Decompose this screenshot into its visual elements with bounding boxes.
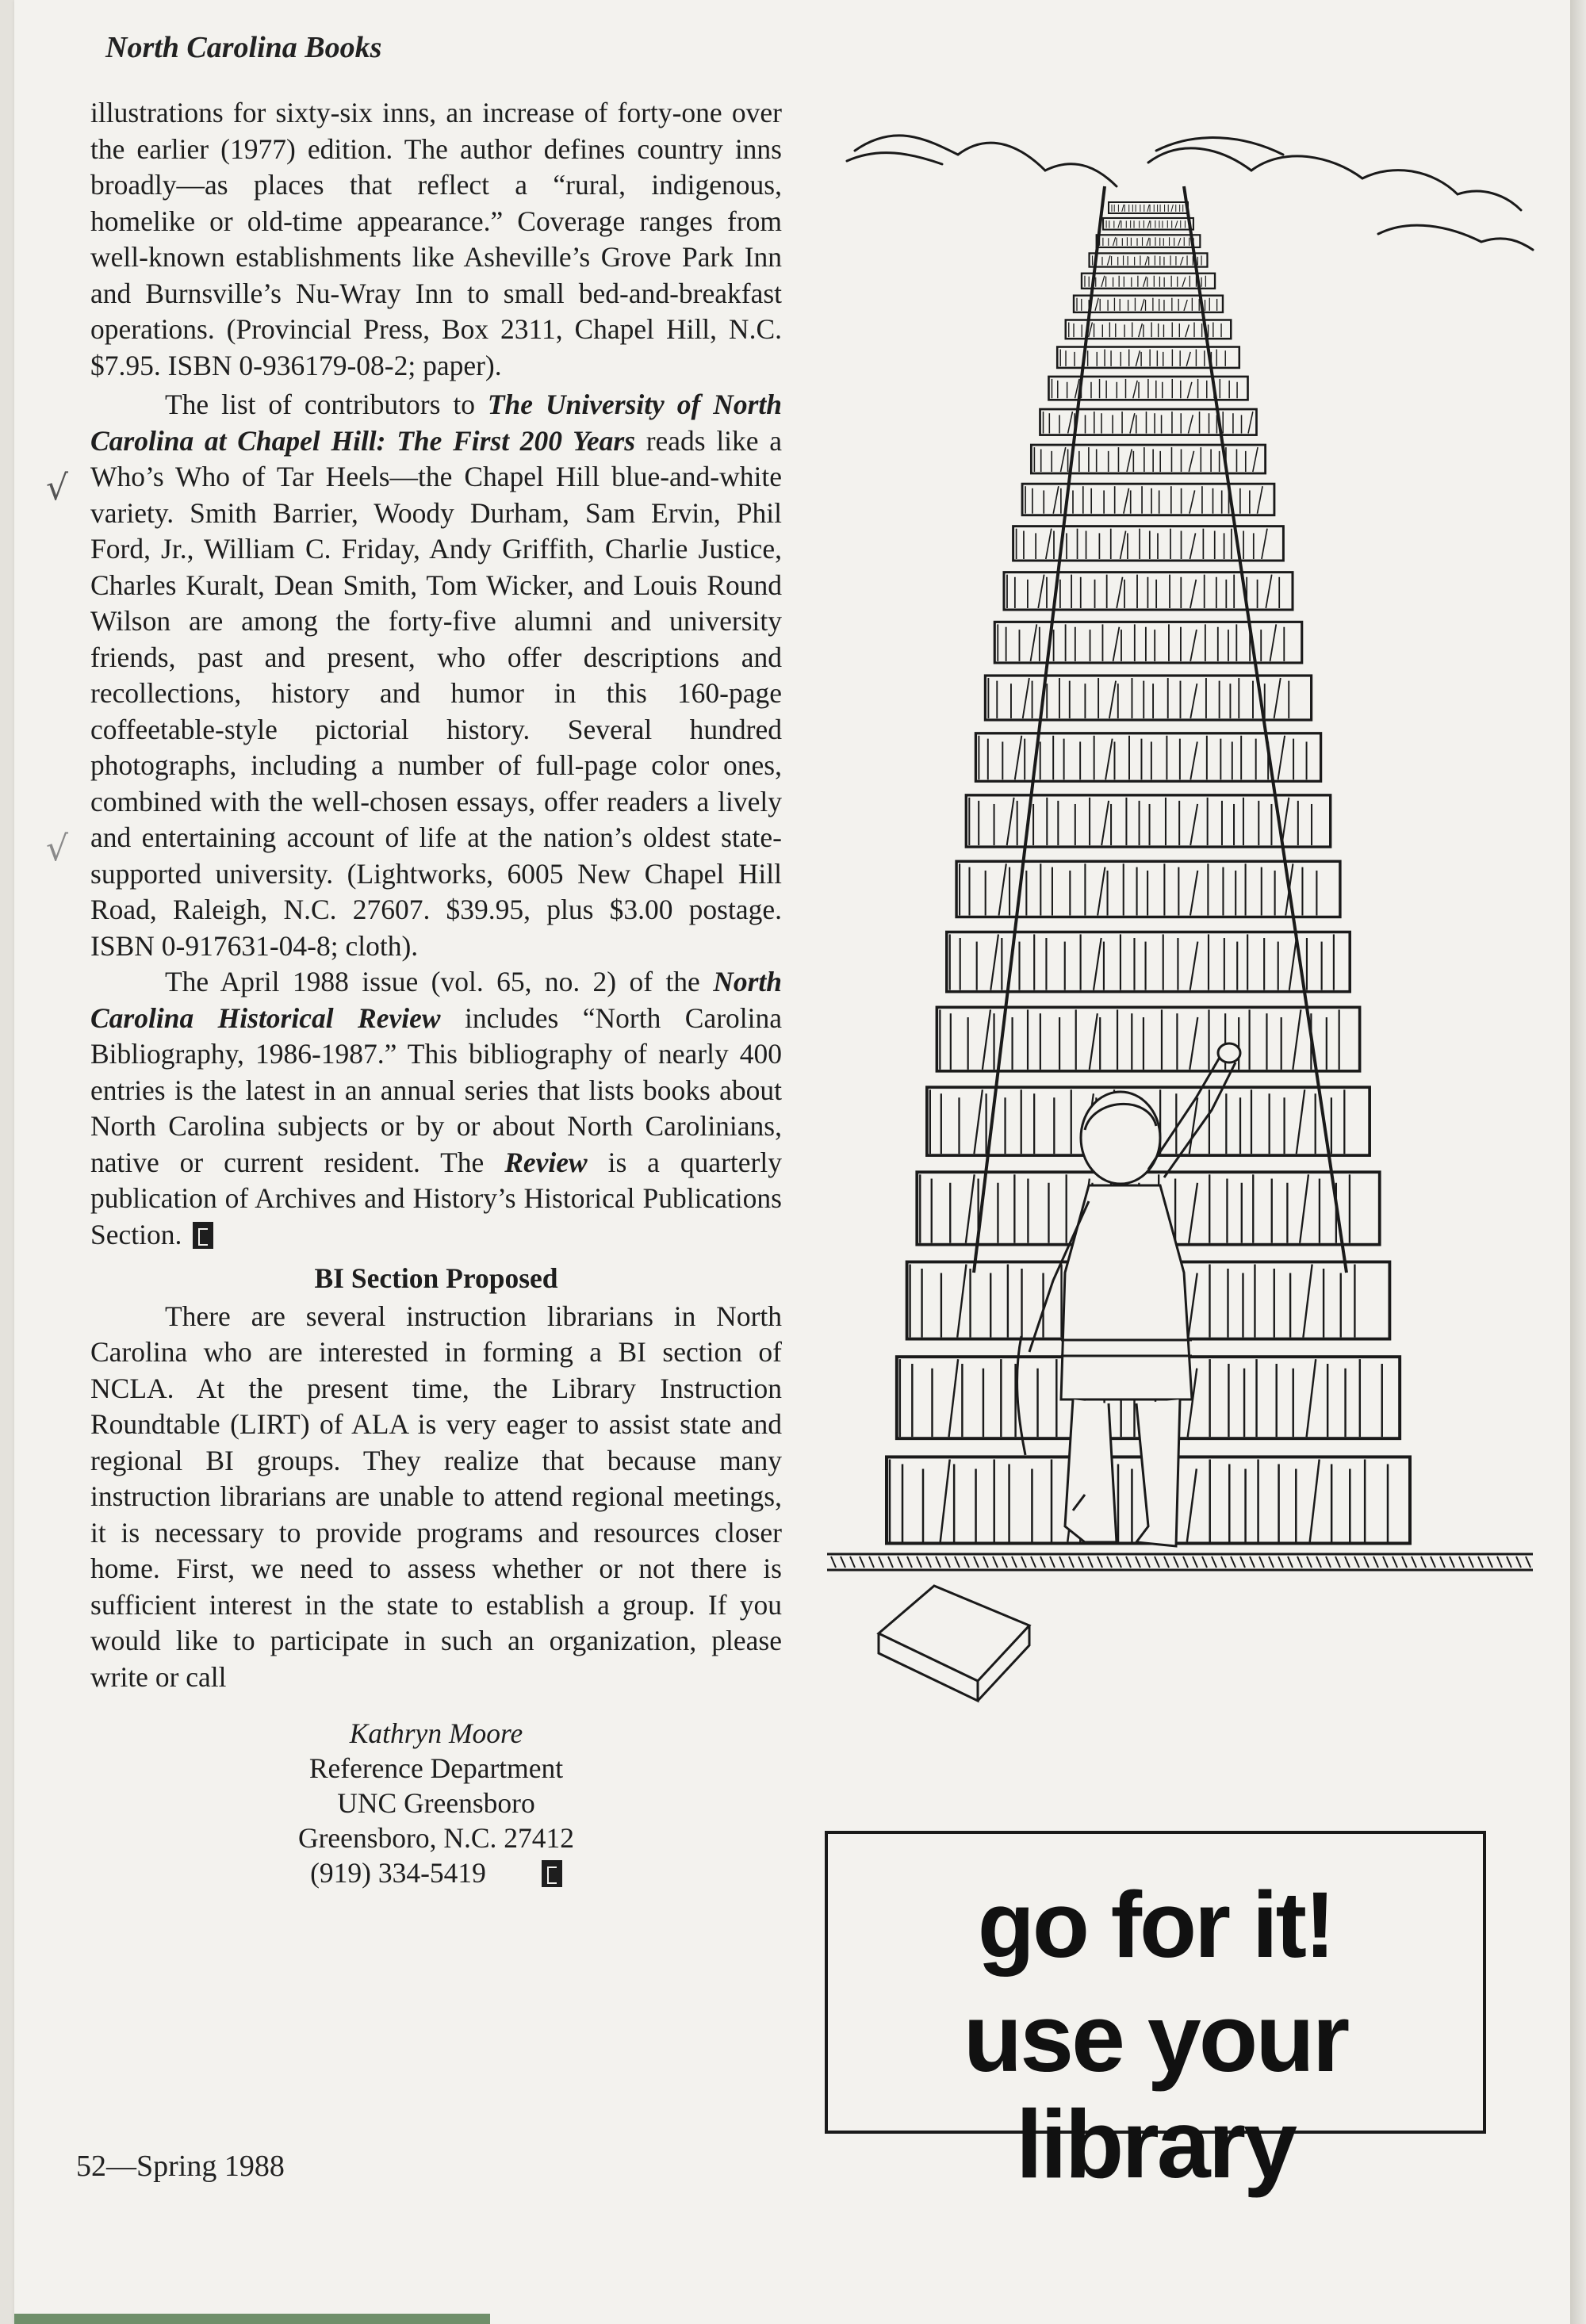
- book-spine: [1310, 1459, 1320, 1541]
- floor-hatch-line: [1050, 1556, 1055, 1568]
- handwritten-check-mark: √: [46, 468, 69, 508]
- signature-address: Greensboro, N.C. 27412: [297, 1822, 575, 1854]
- floor-hatch-line: [1126, 1556, 1131, 1568]
- book-spine: [1303, 1264, 1312, 1337]
- book-spine: [1118, 220, 1121, 228]
- p3-lead: The April 1988 issue (vol. 65, no. 2) of the: [165, 966, 714, 997]
- book-spine: [1141, 299, 1144, 311]
- magazine-page: [14, 0, 1570, 2324]
- faint-check-mark: √: [46, 829, 69, 869]
- book-spine: [1181, 257, 1184, 266]
- book-spine: [1145, 256, 1148, 265]
- section-heading: BI Section Proposed: [314, 1262, 558, 1294]
- floor-hatch-line: [1507, 1556, 1511, 1568]
- floor-hatch-line: [1469, 1556, 1473, 1568]
- book-spine: [1144, 277, 1147, 287]
- book-spine: [1175, 220, 1178, 228]
- floor-hatch-line: [1136, 1556, 1140, 1568]
- book-spine: [1136, 350, 1140, 366]
- shelf: [1103, 218, 1193, 230]
- floor-hatch-line: [1440, 1556, 1445, 1568]
- floor-hatch-line: [1307, 1556, 1312, 1568]
- book-title-unc: The University of North Carolina at Chapel Hill: The First 200 Years: [90, 389, 783, 457]
- book-spine: [1270, 624, 1277, 661]
- book-spine: [1139, 324, 1143, 337]
- slogan-headline: go for it!: [977, 1873, 1334, 1978]
- book-spine: [1107, 255, 1110, 265]
- floor-hatch-line: [936, 1556, 940, 1568]
- book-spine: [1023, 678, 1029, 718]
- book-spine: [1101, 276, 1105, 287]
- floor-hatch-line: [945, 1556, 950, 1568]
- book-spine: [1105, 739, 1113, 780]
- book-spine: [1190, 804, 1197, 845]
- floor-hatch-line: [1174, 1556, 1178, 1568]
- book-spine: [1178, 238, 1181, 246]
- floor-hatch-line: [1202, 1556, 1207, 1568]
- cloud-left-icon: [855, 136, 1117, 186]
- floor: [827, 1554, 1533, 1570]
- floor-hatch-line: [1117, 1556, 1121, 1568]
- paragraph-historical-review: [90, 964, 782, 1253]
- floor-hatch-line: [1012, 1556, 1017, 1568]
- book-spine: [1278, 736, 1285, 780]
- floor-hatch-line: [898, 1556, 902, 1568]
- floor-hatch-line: [1107, 1556, 1112, 1568]
- book-spine: [966, 1174, 975, 1242]
- floor-hatch-line: [1193, 1556, 1197, 1568]
- floor-hatch-line: [888, 1556, 893, 1568]
- book-spine: [1147, 238, 1149, 246]
- p2-body: reads like a Who’s Who of Tar Heels—the Chapel Hill blue-and-white variety. Smith Barrier, Woody Durham, Sam Ervin, Phil Ford, Jr., William C. Friday, Andy Griffith, Charlie Justice, Charles Kuralt, Dean Smith, Tom Wicker, and Louis Round Wilson are among the forty-five alumni and university friends, past and present, who offer descriptions and recollections, history and humor in this 160-page coffeetable-style pictorial history. Several hundred photographs, including a number of full-page color ones, combined with the well-chosen essays, offer readers a lively and entertaining account of life at the nation’s oldest state-supported university. (Lightworks, 6005 New Chapel Hill Road, Raleigh, N.C. 27607. $39.95, plus $3.00 postage. ISBN 0-917631-04-8; cloth).: [90, 424, 783, 962]
- book-spine: [1101, 801, 1109, 845]
- floor-hatch-line: [1240, 1556, 1245, 1568]
- signature-block: [90, 1716, 782, 1890]
- floor-hatch-line: [1526, 1556, 1530, 1568]
- floor-hatch-line: [1145, 1556, 1150, 1568]
- book-spine: [1061, 447, 1066, 472]
- next-page-edge: [1570, 0, 1586, 2324]
- book-spine: [1190, 871, 1197, 916]
- floor-hatch-line: [1478, 1556, 1483, 1568]
- book-spine: [1015, 736, 1022, 780]
- book-spine: [1188, 1273, 1197, 1338]
- book-spine: [983, 1009, 990, 1069]
- slogan-box: [825, 1831, 1486, 2198]
- book-spine: [940, 1459, 950, 1541]
- floor-hatch-line: [1269, 1556, 1274, 1568]
- floor-hatch-line: [1402, 1556, 1407, 1568]
- floor-hatch-line: [993, 1556, 998, 1568]
- book-spine: [1182, 278, 1186, 287]
- floor-hatch-line: [1393, 1556, 1397, 1568]
- floor-hatch-line: [1373, 1556, 1378, 1568]
- book-spine: [1266, 575, 1271, 608]
- book-spine: [1184, 300, 1187, 311]
- floor-hatch-line: [1250, 1556, 1255, 1568]
- book-spine: [1293, 1009, 1301, 1069]
- signature-phone: (919) 334-5419: [90, 1855, 782, 1890]
- book-spine: [999, 863, 1006, 915]
- book-spine: [1147, 205, 1149, 212]
- floor-hatch-line: [1183, 1556, 1188, 1568]
- floor-hatch-line: [850, 1556, 855, 1568]
- book-spine: [1297, 1089, 1304, 1154]
- floor-hatch-line: [1297, 1556, 1302, 1568]
- floor-hatch-line: [1354, 1556, 1359, 1568]
- floor-hatch-line: [1221, 1556, 1226, 1568]
- floor-hatch-line: [1212, 1556, 1216, 1568]
- floor-hatch-line: [983, 1556, 988, 1568]
- floor-hatch-line: [1412, 1556, 1416, 1568]
- book-spine: [1117, 577, 1122, 608]
- book-spine: [1031, 624, 1037, 661]
- book-spine: [1186, 324, 1190, 337]
- book-spine: [1300, 1174, 1308, 1242]
- floor-hatch-line: [1078, 1556, 1083, 1568]
- book-spine: [1188, 415, 1193, 433]
- floor-hatch-line: [1335, 1556, 1340, 1568]
- floor-hatch-line: [1155, 1556, 1159, 1568]
- floor-hatch-line: [1316, 1556, 1321, 1568]
- book-spine: [1068, 412, 1073, 434]
- book-spine: [1113, 237, 1115, 246]
- p3-mid: includes “North Carolina Bibliography, 1986-1987.” This bibliography of nearly 400 entries is the latest in an annual series that lists books about North Carolina subjects or by or about North Carolinians, native or current resident. The: [90, 1001, 783, 1178]
- paragraph-bi-section: There are several instruction librarians in North Carolina who are interested in forming a BI section of NCLA. At the present time, the Library Instruction Roundtable (LIRT) of ALA is very eager to assist state and regional BI groups. They realize that because many instruction librarians are unable to attend regional meetings, it is necessary to provide programs and resources closer home. First, we need to assess whether or not there is sufficient interest in the state to establish a group. If you would like to participate in such an organization, please write or call: [90, 1300, 782, 1693]
- end-mark-icon: [542, 1860, 562, 1887]
- signature-name: Kathryn Moore: [349, 1717, 523, 1749]
- book-spine: [1130, 413, 1135, 433]
- floor-hatch-line: [1231, 1556, 1235, 1568]
- floor-hatch-line: [1459, 1556, 1464, 1568]
- book-spine: [1248, 412, 1253, 434]
- book-spine: [1053, 486, 1059, 514]
- end-mark-icon: [193, 1222, 213, 1249]
- book-spine: [1007, 798, 1014, 845]
- floor-hatch-line: [1497, 1556, 1502, 1568]
- book-spine: [1189, 1183, 1197, 1243]
- signature-institution: UNC Greensboro: [337, 1787, 535, 1819]
- floor-hatch-line: [879, 1556, 883, 1568]
- book-spine: [1090, 1013, 1098, 1070]
- floor-hatch-line: [926, 1556, 931, 1568]
- signature-department: Reference Department: [308, 1752, 564, 1784]
- book-spine: [1094, 938, 1101, 990]
- book-spine: [1109, 681, 1116, 718]
- bottom-edge-strip: [14, 2314, 490, 2324]
- book-spine: [1121, 531, 1126, 559]
- book-spine: [1127, 449, 1132, 472]
- book-spine: [1187, 1468, 1197, 1541]
- book-spine: [1171, 205, 1173, 212]
- floor-hatch-line: [1450, 1556, 1454, 1568]
- floor-hatch-line: [1021, 1556, 1026, 1568]
- book-spine: [1274, 678, 1281, 718]
- paragraph-country-inns: illustrations for sixty-six inns, an increase of forty-one over the earlier (1977) edition. The author defines country inns broadly—as places that reflect a “rural, indigenous, homelike or old-time appearance.” Coverage ranges from well-known establishments like Asheville’s Grove Park Inn and Burnsville’s Nu-Wray Inn to small bed-and-breakfast operations. (Provincial Press, Box 2311, Chapel Hill, N.C. $7.95. ISBN 0-936179-08-2; paper).: [90, 97, 782, 381]
- floor-hatch-line: [1288, 1556, 1293, 1568]
- book-spine: [1189, 451, 1193, 472]
- book-spine: [1190, 683, 1197, 718]
- floor-hatch-line: [1516, 1556, 1521, 1568]
- page-folio: 52—Spring 1988: [76, 2150, 285, 2183]
- floor-hatch-line: [1040, 1556, 1045, 1568]
- floor-hatch-line: [869, 1556, 874, 1568]
- floor-hatch-line: [1431, 1556, 1435, 1568]
- bookshelf-tower-illustration: [823, 115, 1537, 1717]
- book-spine: [1113, 627, 1120, 661]
- floor-hatch-line: [1164, 1556, 1169, 1568]
- floor-hatch-line: [1326, 1556, 1331, 1568]
- paragraph-unc-history: [90, 387, 782, 964]
- book-on-floor-icon: [879, 1586, 1029, 1701]
- floor-hatch-line: [907, 1556, 912, 1568]
- book-spine: [1124, 488, 1129, 514]
- book-spine: [1262, 529, 1267, 559]
- book-spine: [1190, 580, 1196, 608]
- book-spine: [1038, 575, 1044, 608]
- book-spine: [1307, 1359, 1316, 1437]
- book-spine: [1122, 205, 1124, 212]
- floor-hatch-line: [1488, 1556, 1492, 1568]
- book-spine: [990, 934, 998, 990]
- cloud-right-icon: [1148, 148, 1521, 210]
- floor-hatch-line: [1259, 1556, 1264, 1568]
- book-spine: [1190, 942, 1198, 990]
- p3-body: is a quarterly publication of Archives and History’s Historical Publications Section.: [90, 1146, 782, 1250]
- book-spine: [957, 1264, 966, 1337]
- book-spine: [1190, 630, 1197, 661]
- floor-hatch-line: [917, 1556, 921, 1568]
- floor-hatch-line: [974, 1556, 979, 1568]
- left-column: [90, 95, 782, 1890]
- floor-hatch-line: [1031, 1556, 1036, 1568]
- book-spine: [1133, 381, 1137, 398]
- floor-hatch-line: [1002, 1556, 1007, 1568]
- slogan-subline: use your library: [963, 1984, 1348, 2198]
- book-spine: [1190, 533, 1196, 559]
- floor-hatch-line: [841, 1556, 845, 1568]
- p2-lead: The list of contributors to: [165, 389, 488, 420]
- book-spine: [1257, 486, 1262, 514]
- book-spine: [974, 1089, 982, 1154]
- floor-hatch-line: [1088, 1556, 1093, 1568]
- book-spine: [1190, 741, 1197, 779]
- floor-hatch-line: [1383, 1556, 1388, 1568]
- shelf: [1031, 445, 1265, 473]
- floor-hatch-line: [860, 1556, 864, 1568]
- running-head: North Carolina Books: [105, 31, 382, 64]
- book-spine: [1098, 867, 1105, 916]
- book-spine: [1046, 529, 1052, 559]
- book-spine: [1186, 352, 1190, 366]
- journal-title: North Carolina Historical Review: [90, 966, 782, 1034]
- floor-hatch-line: [955, 1556, 960, 1568]
- floor-hatch-line: [1421, 1556, 1426, 1568]
- book-spine: [1190, 490, 1195, 513]
- shelf: [1090, 253, 1208, 266]
- book-spine: [1187, 382, 1191, 399]
- floor-hatch-line: [1345, 1556, 1350, 1568]
- floor-hatch-line: [1059, 1556, 1064, 1568]
- floor-hatch-line: [964, 1556, 969, 1568]
- book-spine: [949, 1359, 959, 1437]
- book-spine: [1190, 1017, 1197, 1070]
- journal-short-title: Review: [504, 1146, 588, 1178]
- floor-hatch-line: [1278, 1556, 1283, 1568]
- book-spine: [1147, 220, 1150, 228]
- floor-hatch-line: [1069, 1556, 1074, 1568]
- book-spine: [1095, 298, 1098, 311]
- book-spine: [1253, 447, 1258, 472]
- floor-hatch-line: [1364, 1556, 1369, 1568]
- floor-hatch-line: [1098, 1556, 1102, 1568]
- shelf: [1022, 484, 1274, 515]
- floor-hatch-line: [831, 1556, 836, 1568]
